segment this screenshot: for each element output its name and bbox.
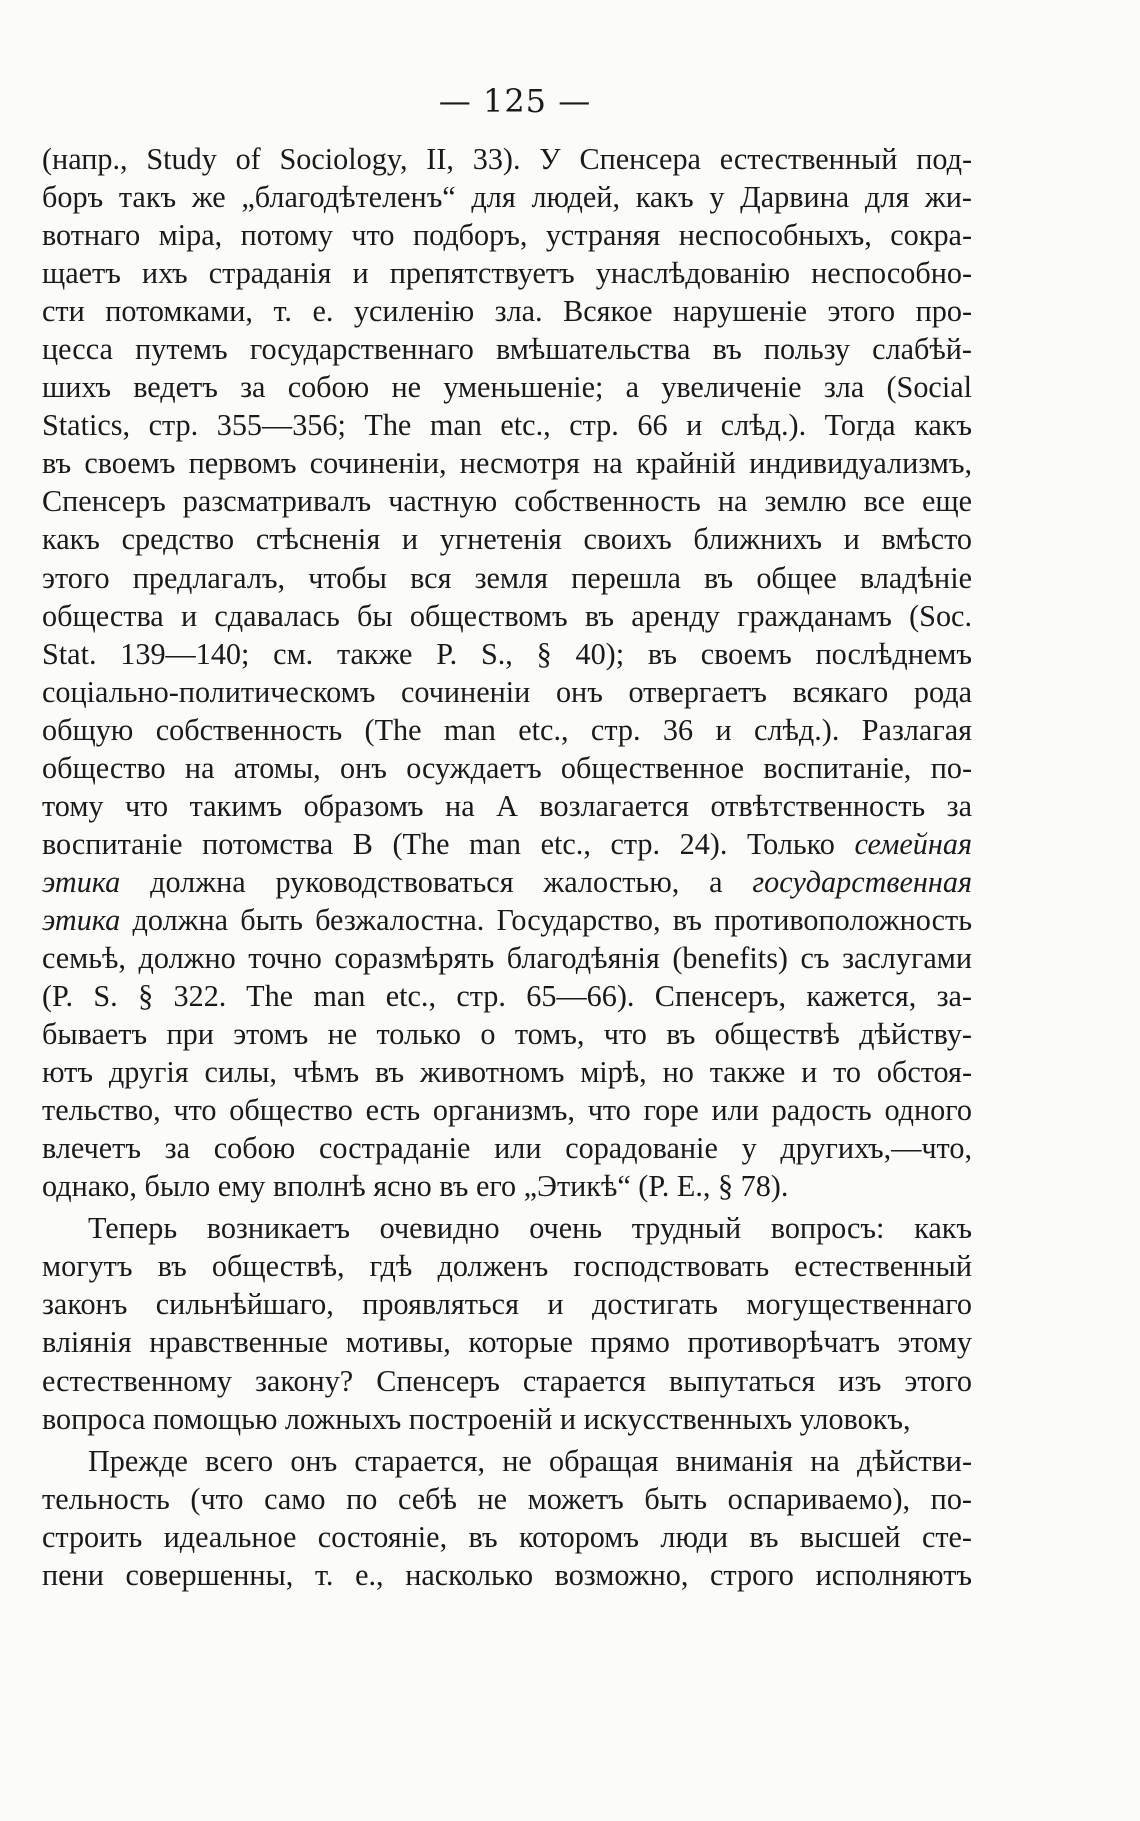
text-line: Statics, стр. 355—356; The man etc., стр. 66 и слѣд.). Тогда какъ — [42, 408, 972, 443]
text-line: какъ средство стѣсненія и угнетенія своихъ ближнихъ и вмѣсто — [42, 522, 972, 557]
emphasis-text: этика — [42, 864, 121, 899]
text-line: однако, было ему вполнѣ ясно въ его „Этикѣ“ (P. E., § 78). — [42, 1169, 789, 1204]
text-line: боръ такъ же „благодѣтеленъ“ для людей, какъ у Дарвина для жи- — [42, 180, 972, 215]
emphasis-text: этика — [42, 902, 121, 937]
text-line — [42, 863, 972, 901]
text-line: вліянія нравственные мотивы, которые прямо противорѣчатъ этому — [42, 1325, 972, 1360]
text-line: цесса путемъ государственнаго вмѣшательства въ пользу слабѣй- — [42, 332, 972, 367]
text-line: этого предлагалъ, чтобы вся земля перешла въ общее владѣніе — [42, 560, 972, 595]
text-line: общества и сдавалась бы обществомъ въ аренду гражданамъ (Soc. — [42, 598, 972, 633]
text-line: ютъ другія силы, чѣмъ въ животномъ мірѣ, но также и то обстоя- — [42, 1055, 972, 1090]
text-line: вопроса помощью ложныхъ построеній и искусственныхъ уловокъ, — [42, 1401, 911, 1436]
text-line: тому что такимъ образомъ на А возлагается отвѣтственность за — [42, 788, 972, 823]
body-text — [42, 140, 972, 1594]
text-line: вотнаго міра, потому что подборъ, устраняя неспособныхъ, сокра- — [42, 218, 972, 253]
text-line: могутъ въ обществѣ, гдѣ долженъ господствовать естественный — [42, 1249, 972, 1284]
text-line: Теперь возникаетъ очевидно очень трудный вопросъ: какъ — [88, 1211, 972, 1246]
text-line: (P. S. § 322. The man etc., стр. 65—66). Спенсеръ, кажется, за- — [42, 979, 972, 1014]
text-line: влечетъ за собою состраданіе или сорадованіе у другихъ,—что, — [42, 1131, 972, 1166]
text-line — [42, 825, 972, 863]
text-line — [42, 901, 972, 939]
text-run: должна руководствоваться жалостью, а — [120, 864, 753, 899]
text-line: семьѣ, должно точно соразмѣрять благодѣянія (benefits) съ заслугами — [42, 940, 972, 975]
emphasis-text: государственная — [752, 864, 972, 899]
text-line: Stat. 139—140; см. также P. S., § 40); въ своемъ послѣднемъ — [42, 636, 972, 671]
text-line: естественному закону? Спенсеръ старается выпутаться изъ этого — [42, 1363, 972, 1398]
paragraph-1 — [42, 140, 972, 1205]
text-run: воспитаніе потомства В (The man etc., стр. 24). Только — [42, 826, 855, 861]
paragraph-3 — [42, 1442, 972, 1594]
text-line: (напр., Study of Sociology, II, 33). У Спенсера естественный под- — [42, 142, 972, 176]
text-line: Спенсеръ разсматривалъ частную собственность на землю все еще — [42, 484, 972, 519]
text-line: бываетъ при этомъ не только о томъ, что въ обществѣ дѣйству- — [42, 1017, 972, 1052]
text-line: общество на атомы, онъ осуждаетъ общественное воспитаніе, по- — [42, 750, 972, 785]
text-line: Прежде всего онъ старается, не обращая вниманія на дѣйстви- — [88, 1443, 972, 1478]
text-line: строить идеальное состояніе, въ которомъ люди въ высшей сте- — [42, 1519, 972, 1554]
text-line: въ своемъ первомъ сочиненіи, несмотря на крайній индивидуализмъ, — [42, 446, 972, 481]
page-number: — 125 — — [438, 82, 592, 120]
text-line: шихъ ведетъ за собою не уменьшеніе; а увеличеніе зла (Social — [42, 370, 972, 405]
text-line: соціально-политическомъ сочиненіи онъ отвергаетъ всякаго рода — [42, 674, 972, 709]
text-line: сти потомками, т. е. усиленію зла. Всякое нарушеніе этого про- — [42, 294, 972, 329]
text-run: должна быть безжалостна. Государство, въ противоположность — [120, 902, 972, 937]
text-line: законъ сильнѣйшаго, проявляться и достигать могущественнаго — [42, 1287, 972, 1322]
text-line: щаетъ ихъ страданія и препятствуетъ унаслѣдованію неспособно- — [42, 256, 972, 291]
emphasis-text: семейная — [854, 826, 972, 861]
text-line: общую собственность (The man etc., стр. 36 и слѣд.). Разлагая — [42, 712, 972, 747]
text-line: тельство, что общество есть организмъ, что горе или радость одного — [42, 1093, 972, 1128]
text-line: тельность (что само по себѣ не можетъ быть оспариваемо), по- — [42, 1481, 972, 1516]
text-line: пени совершенны, т. е., насколько возможно, строго исполняютъ — [42, 1557, 972, 1592]
paragraph-2 — [42, 1209, 972, 1437]
